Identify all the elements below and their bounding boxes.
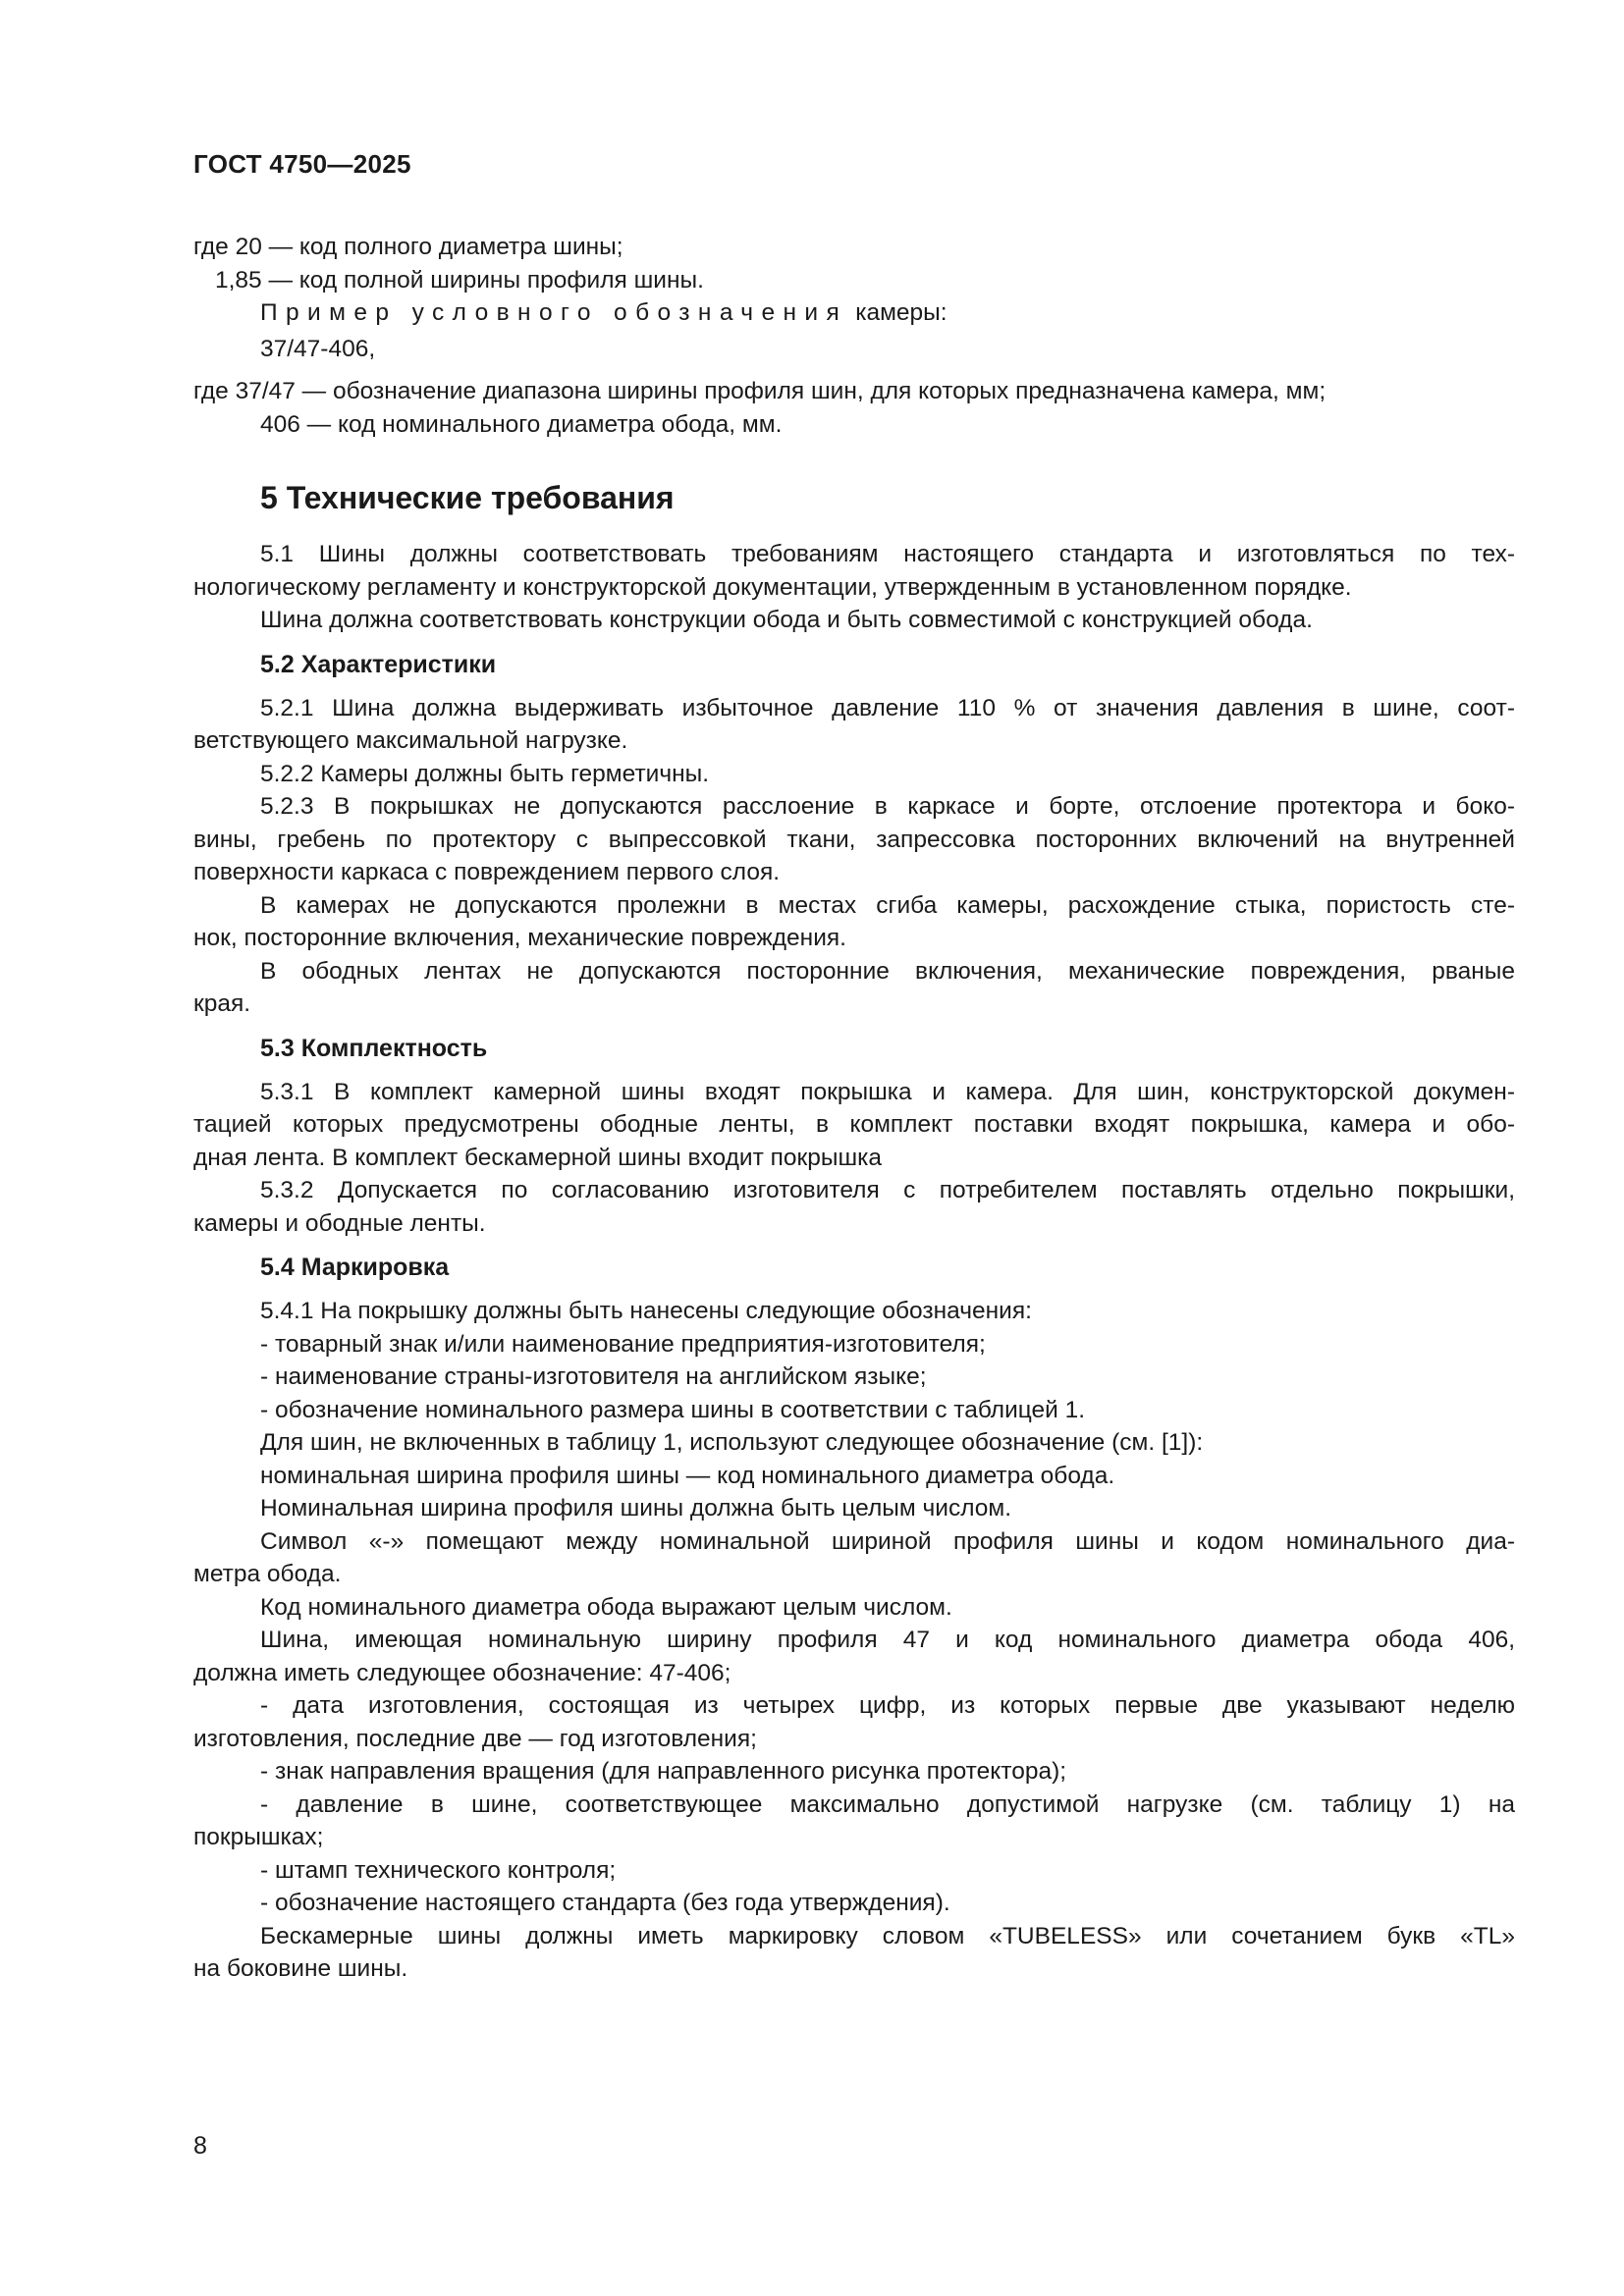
list-item: - обозначение номинального размера шины в соответствии с таблицей 1. xyxy=(260,1396,1086,1423)
marking-text-line: должна иметь следующее обозначение: 47-406; xyxy=(193,1659,731,1686)
paragraph-rim-tapes-line: В ободных лентах не допускаются посторонние включения, механические повреждения, рваные xyxy=(260,957,1515,985)
marking-text-line: Бескамерные шины должны иметь маркировку словом «TUBELESS» или сочетанием букв «TL» xyxy=(260,1922,1515,1949)
paragraph-5-3-1-line: 5.3.1 В комплект камерной шины входят покрышка и камера. Для шин, конструкторской докумен- xyxy=(260,1078,1515,1105)
list-item: - давление в шине, соответствующее максимально допустимой нагрузке (см. таблицу 1) на xyxy=(260,1790,1515,1818)
marking-text-line: Символ «-» помещают между номинальной шириной профиля шины и кодом номинального диа- xyxy=(260,1527,1515,1555)
paragraph-5-3-2-line: камеры и ободные ленты. xyxy=(193,1209,486,1237)
list-item: изготовления, последние две — год изготовления; xyxy=(193,1725,757,1752)
paragraph-chambers-line: нок, посторонние включения, механические повреждения. xyxy=(193,925,846,951)
intro-where-line: 406 — код номинального диаметра обода, мм. xyxy=(260,410,783,438)
example-suffix: камеры: xyxy=(855,299,947,326)
page-number: 8 xyxy=(193,2132,207,2160)
paragraph-5-2-3-line: вины, гребень по протектору с выпрессовкой ткани, запрессовка посторонних включений на внутренней xyxy=(193,826,1515,853)
paragraph-5-1-b: Шина должна соответствовать конструкции обода и быть совместимой с конструкцией обода. xyxy=(260,607,1313,633)
list-item: - штамп технического контроля; xyxy=(260,1856,617,1884)
paragraph-5-2-3-line: поверхности каркаса с повреждением первого слоя. xyxy=(193,859,781,885)
marking-text-line: Код номинального диаметра обода выражают целым числом. xyxy=(260,1593,952,1621)
paragraph-5-2-2: 5.2.2 Камеры должны быть герметичны. xyxy=(260,760,710,787)
paragraph-5-4-1: 5.4.1 На покрышку должны быть нанесены следующие обозначения: xyxy=(260,1298,1032,1324)
intro-where-line: где 37/47 — обозначение диапазона ширины профиля шин, для которых предназначена камера, мм; xyxy=(193,378,1326,404)
marking-text-line: Номинальная ширина профиля шины должна быть целым числом. xyxy=(260,1495,1012,1522)
intro-where-line: 1,85 — код полной ширины профиля шины. xyxy=(215,266,704,294)
marking-text-line: Шина, имеющая номинальную ширину профиля 47 и код номинального диаметра обода 406, xyxy=(260,1627,1515,1653)
paragraph-5-1-line: нологическому регламенту и конструкторской документации, утвержденным в установленном порядке. xyxy=(193,573,1352,601)
list-item: покрышках; xyxy=(193,1824,324,1850)
marking-text-line: на боковине шины. xyxy=(193,1955,408,1982)
paragraph-5-1-line: 5.1 Шины должны соответствовать требованиям настоящего стандарта и изготовляться по тех- xyxy=(260,541,1515,567)
section-5-heading: 5 Технические требования xyxy=(260,480,675,515)
paragraph-5-2-1-line: ветствующего максимальной нагрузке. xyxy=(193,727,628,754)
marking-text-line: метра обода. xyxy=(193,1561,342,1587)
section-5-3-heading: 5.3 Комплектность xyxy=(260,1034,488,1062)
paragraph-5-3-1-line: тацией которых предусмотрены ободные ленты, в комплект поставки входят покрышка, камера и обо- xyxy=(193,1111,1515,1138)
paragraph-5-3-1-line: дная лента. В комплект бескамерной шины входит покрышка xyxy=(193,1144,883,1171)
paragraph-5-2-1-line: 5.2.1 Шина должна выдерживать избыточное давление 110 % от значения давления в шине, соот- xyxy=(260,694,1515,721)
list-item: - товарный знак и/или наименование предприятия-изготовителя; xyxy=(260,1330,986,1358)
intro-where-line: где 20 — код полного диаметра шины; xyxy=(193,234,623,260)
example-value: 37/47-406, xyxy=(260,335,376,362)
paragraph-chambers-line: В камерах не допускаются пролежни в местах сгиба камеры, расхождение стыка, пористость сте- xyxy=(260,891,1515,919)
paragraph-rim-tapes-line: края. xyxy=(193,990,251,1017)
document-header: ГОСТ 4750—2025 xyxy=(193,149,411,179)
paragraph-5-2-3-line: 5.2.3 В покрышках не допускаются расслоение в каркасе и борте, отслоение протектора и боко- xyxy=(260,793,1515,820)
document-body xyxy=(193,231,1515,1986)
list-item: - обозначение настоящего стандарта (без года утверждения). xyxy=(260,1890,950,1916)
section-5-4-heading: 5.4 Маркировка xyxy=(260,1254,450,1281)
example-label: Пример условного обозначения xyxy=(260,299,848,326)
list-item: - дата изготовления, состоящая из четырех цифр, из которых первые две указывают неделю xyxy=(260,1692,1515,1719)
list-item: - наименование страны-изготовителя на английском языке; xyxy=(260,1363,927,1390)
list-item: - знак направления вращения (для направленного рисунка протектора); xyxy=(260,1758,1067,1785)
example-line xyxy=(193,296,1515,330)
marking-text-line: номинальная ширина профиля шины — код номинального диаметра обода. xyxy=(260,1462,1115,1489)
paragraph-5-3-2-line: 5.3.2 Допускается по согласованию изготовителя с потребителем поставлять отдельно покрышки, xyxy=(260,1177,1515,1203)
marking-text-line: Для шин, не включенных в таблицу 1, используют следующее обозначение (см. [1]): xyxy=(260,1429,1204,1456)
section-5-2-heading: 5.2 Характеристики xyxy=(260,650,497,678)
